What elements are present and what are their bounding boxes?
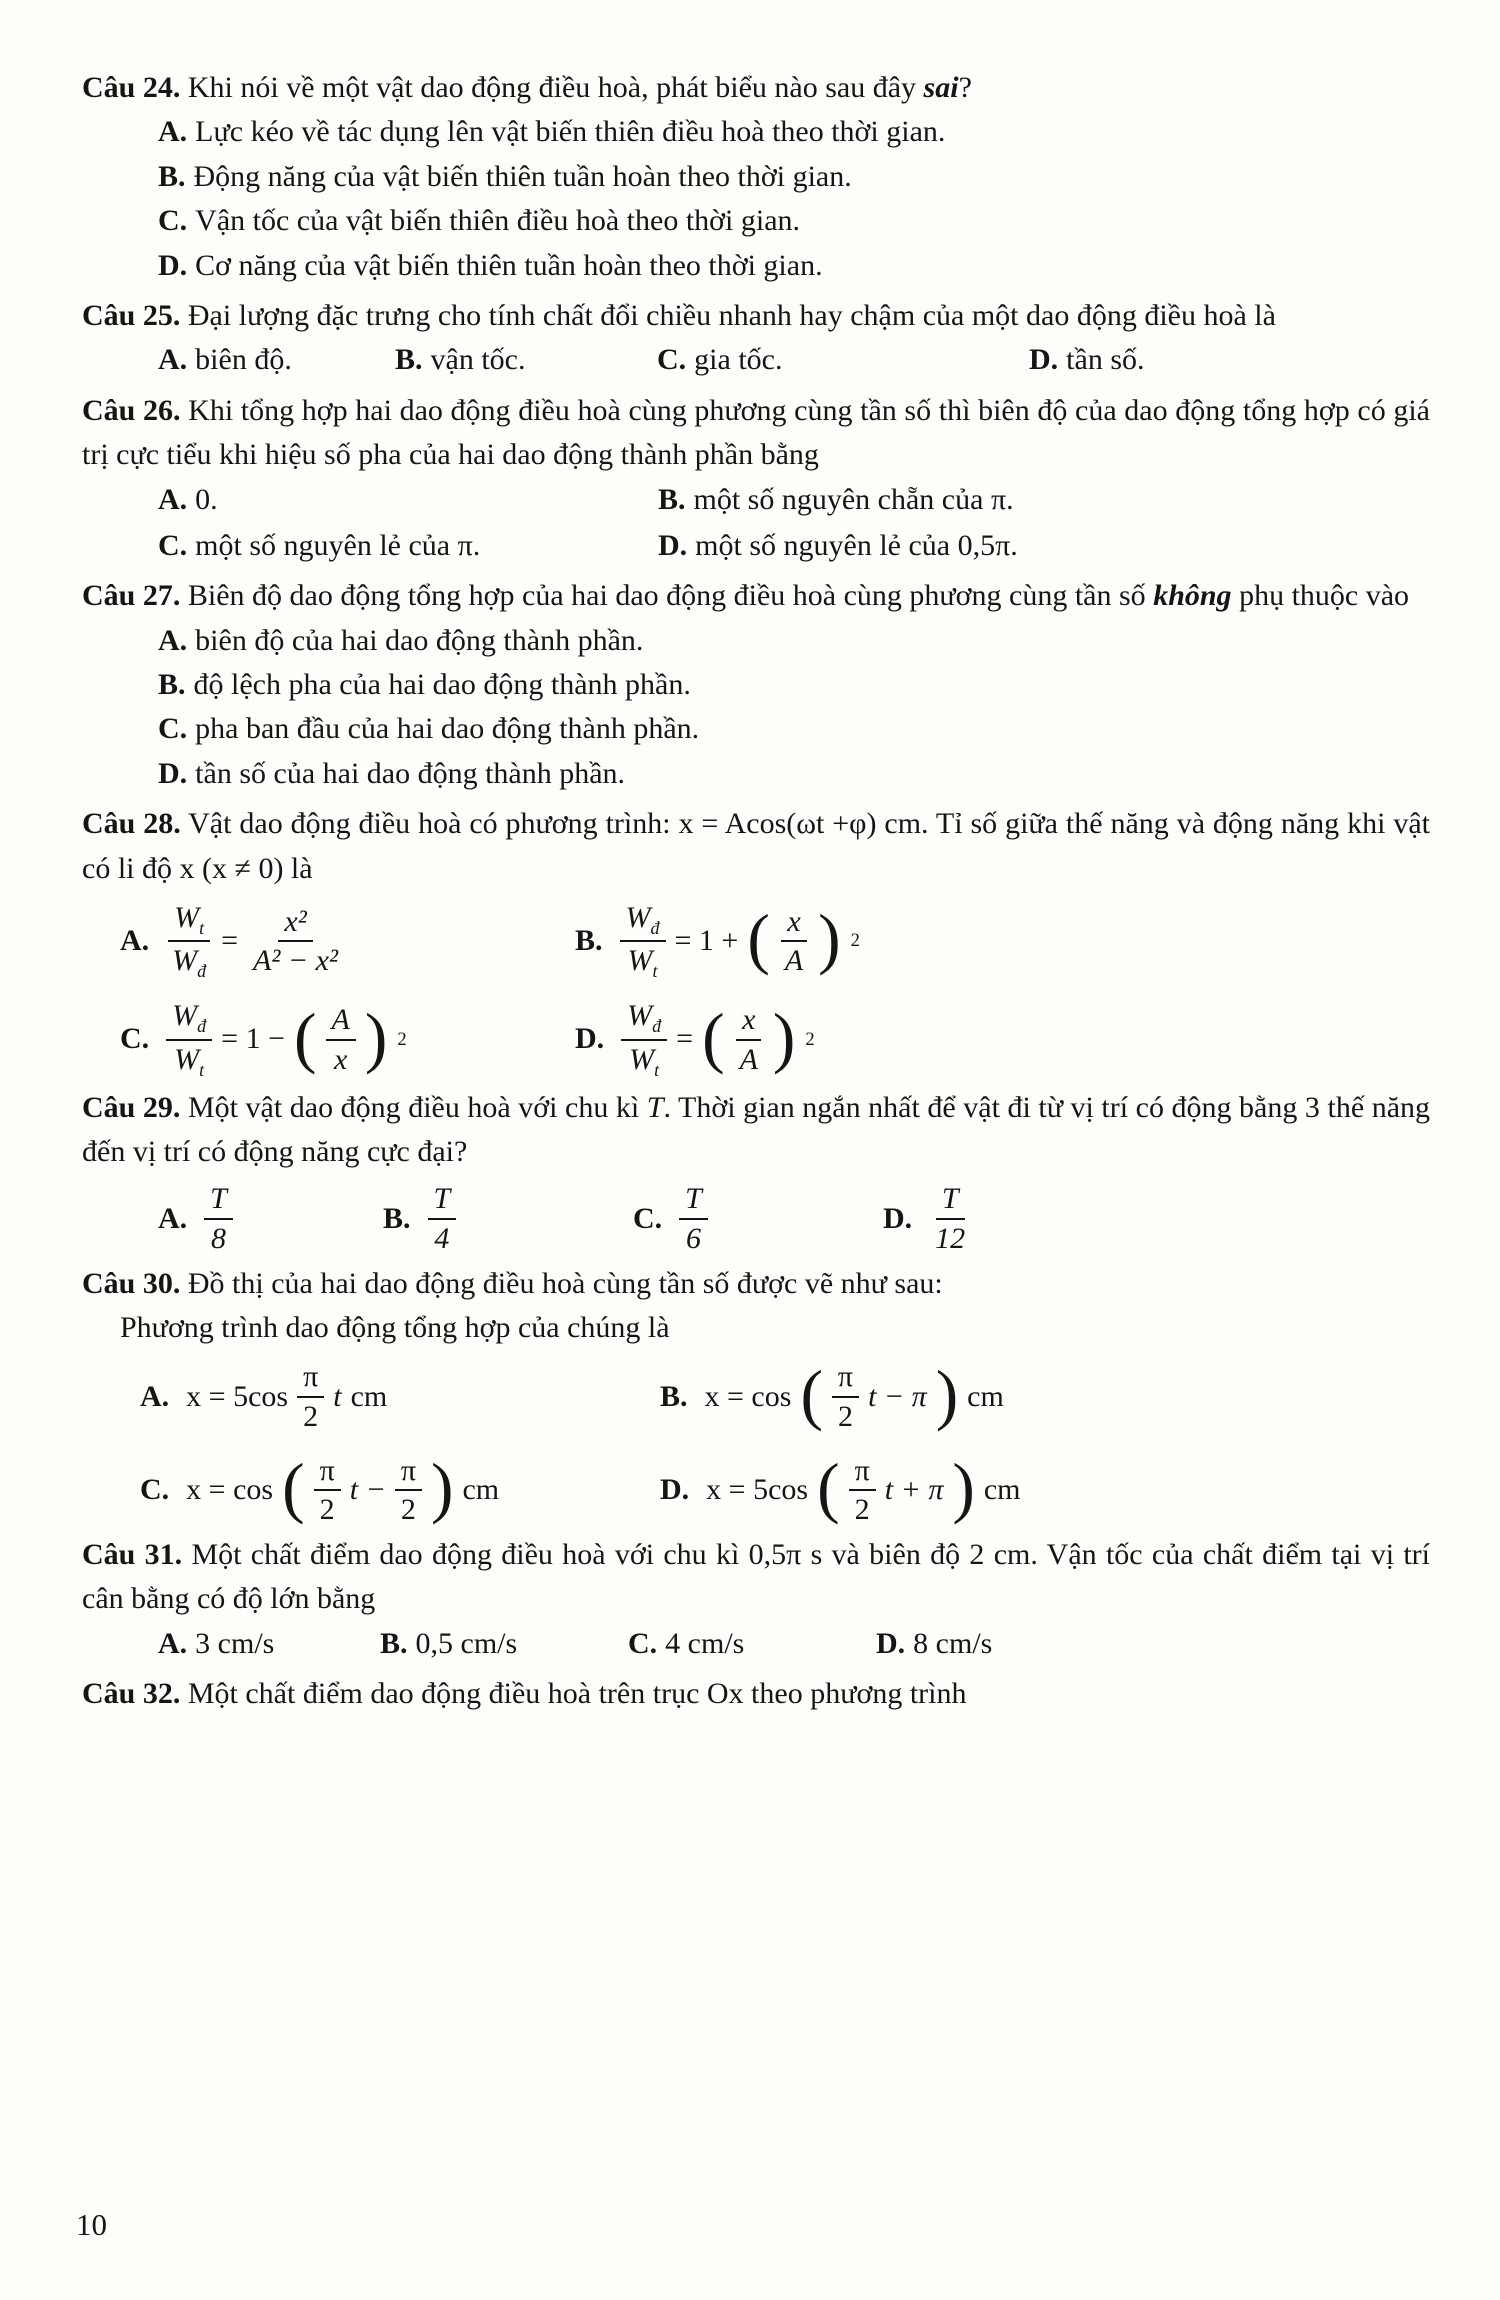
question-31-options	[158, 1622, 1430, 1666]
w-ratio-fraction: $\frac{W_đ}{W_t}$	[621, 999, 667, 1079]
option-d-text: Cơ năng của vật biến thiên tuần hoàn theo thời gian.	[195, 248, 823, 282]
question-25-number: Câu 25.	[82, 298, 181, 332]
option-a: A. $\frac{W_t}{W_đ}$ = $\frac{\text{x²}}{\text{A² − x²}}$	[120, 901, 575, 981]
fraction: $\frac{T}{4}$	[428, 1182, 457, 1255]
question-28-text: Vật dao động điều hoà có phương trình: x = Acos(ωt +φ) cm. Tỉ số giữa thế năng và động năng khi vật có li độ x (x ≠ 0) là	[82, 807, 1430, 885]
option-a: A. biên độ.	[158, 343, 292, 377]
question-32-number: Câu 32.	[82, 1676, 181, 1710]
option-b: B. độ lệch pha của hai dao động thành phần.	[158, 668, 691, 702]
question-30	[82, 1262, 1430, 1527]
question-24	[82, 66, 1430, 288]
option-c	[158, 199, 1430, 243]
option-b: B. một số nguyên chẵn của π.	[658, 482, 1014, 516]
question-30-stem	[82, 1262, 1430, 1306]
pi-over-2-fraction: $\frac{\pi}{2}$	[395, 1454, 422, 1527]
option-a: A. 3 cm/s	[158, 1626, 275, 1660]
question-31-text: Một chất điểm dao động điều hoà với chu kì 0,5π s và biên độ 2 cm. Vận tốc của chất điểm tại vị trí cân bằng có độ lớn bằng	[82, 1537, 1430, 1616]
question-25-stem	[82, 294, 1430, 338]
fraction: $\frac{T}{8}$	[204, 1182, 233, 1255]
period-variable: T	[646, 1090, 664, 1124]
option-d: D. x = 5cos ( $\frac{\pi}{2}$ t + π ) cm	[660, 1450, 1021, 1527]
question-28	[82, 802, 1430, 1079]
pi-over-2-fraction: $\frac{\pi}{2}$	[297, 1360, 324, 1433]
option-d-label: D.	[158, 248, 188, 282]
question-29-options	[158, 1182, 1430, 1255]
option-c: C. 4 cm/s	[628, 1626, 745, 1660]
question-28-options	[120, 901, 1430, 1080]
page-number: 10	[76, 2207, 107, 2243]
question-27-text-a: Biên độ dao động tổng hợp của hai dao động điều hoà cùng phương cùng tần số	[187, 579, 1146, 613]
question-28-stem	[82, 802, 1430, 891]
question-30-number: Câu 30.	[82, 1266, 181, 1300]
option-d: D. 8 cm/s	[876, 1626, 993, 1660]
question-24-text: Khi nói về một vật dao động điều hoà, phát biểu nào sau đây	[187, 71, 917, 104]
question-29-text-a: Một vật dao động điều hoà với chu kì	[187, 1090, 640, 1124]
option-c: C. $\frac{W_đ}{W_t}$ = 1 − ( $\frac{A}{x}$ ) 2	[120, 999, 407, 1080]
question-25-options	[158, 338, 1430, 382]
option-b: B. $\frac{T}{4}$	[383, 1182, 633, 1255]
question-24-emphasis: sai	[923, 71, 959, 104]
option-b: B. $\frac{W_đ}{W_t}$ = 1 + ( $\frac{x}{A}$ ) 2	[575, 901, 860, 982]
w-ratio-fraction: $\frac{W_đ}{W_t}$	[620, 901, 666, 981]
question-29-stem	[82, 1086, 1430, 1175]
rhs-fraction: $\frac{x}{A}$	[779, 905, 809, 978]
question-29	[82, 1086, 1430, 1256]
option-b	[158, 155, 1430, 199]
option-a-text: Lực kéo về tác dụng lên vật biến thiên điều hoà theo thời gian.	[195, 115, 946, 149]
option-c-text: Vận tốc của vật biến thiên điều hoà theo thời gian.	[195, 204, 801, 238]
question-27-number: Câu 27.	[82, 579, 181, 613]
option-c: C. gia tốc.	[657, 343, 783, 377]
option-c: C. x = cos ( $\frac{\pi}{2}$ t − $\frac{\pi}{2}$ ) cm	[140, 1450, 500, 1527]
option-a: A. $\frac{T}{8}$	[158, 1182, 383, 1255]
question-26-stem	[82, 389, 1430, 478]
option-d	[158, 244, 1430, 288]
option-a: A. x = 5cos $\frac{\pi}{2}$ t cm	[140, 1360, 388, 1433]
rhs-fraction: $\frac{A}{x}$	[326, 1003, 356, 1076]
option-c: C. $\frac{T}{6}$	[633, 1182, 883, 1255]
fraction: $\frac{T}{6}$	[679, 1182, 708, 1255]
question-26-number: Câu 26.	[82, 393, 181, 427]
question-27-stem	[82, 574, 1430, 618]
option-c: C. pha ban đầu của hai dao động thành phần.	[158, 712, 700, 746]
question-24-options	[158, 110, 1430, 288]
option-a: A. 0.	[158, 482, 218, 516]
question-30-options	[140, 1357, 1430, 1527]
option-b: B. x = cos ( $\frac{\pi}{2}$ t − π ) cm	[660, 1357, 1004, 1433]
question-29-text-b: . Thời gian ngắn nhất để vật đi từ vị trí có động bằng 3 thế năng đến vị trí có động năng cực đại?	[82, 1090, 1431, 1169]
option-b: B. vận tốc.	[395, 343, 526, 377]
fraction: $\frac{T}{12}$	[935, 1182, 966, 1256]
question-31-number: Câu 31.	[82, 1537, 183, 1571]
question-24-tail: ?	[958, 71, 972, 104]
option-d: D. $\frac{W_đ}{W_t}$ = ( $\frac{x}{A}$ ) 2	[575, 999, 815, 1080]
option-c: C. một số nguyên lẻ của π.	[158, 528, 481, 562]
option-a: A. biên độ của hai dao động thành phần.	[158, 623, 644, 657]
question-32-text: Một chất điểm dao động điều hoà trên trục Ox theo phương trình	[187, 1676, 967, 1710]
question-28-number: Câu 28.	[82, 807, 181, 841]
option-d: D. tần số.	[1029, 343, 1145, 377]
option-d: D. tần số của hai dao động thành phần.	[158, 756, 626, 790]
question-27-text-b: phụ thuộc vào	[1239, 579, 1410, 613]
question-25	[82, 294, 1430, 383]
pi-over-2-fraction: $\frac{\pi}{2}$	[849, 1454, 876, 1527]
rhs-fraction: $\frac{\text{x²}}{\text{A² − x²}}$	[253, 904, 338, 978]
option-a-label: A.	[158, 115, 188, 149]
question-30-text: Đồ thị của hai dao động điều hoà cùng tần số được vẽ như sau:	[187, 1266, 943, 1300]
pi-over-2-fraction: $\frac{\pi}{2}$	[832, 1360, 859, 1433]
option-d: D. một số nguyên lẻ của 0,5π.	[658, 528, 1018, 562]
question-27	[82, 574, 1430, 796]
question-32	[82, 1672, 1430, 1716]
option-a	[158, 110, 1430, 154]
option-d: D. $\frac{T}{12}$	[883, 1182, 1430, 1255]
question-27-options	[158, 619, 1430, 797]
option-b-label: B.	[158, 159, 186, 193]
w-ratio-fraction: $\frac{W_t}{W_đ}$	[166, 901, 212, 981]
question-24-stem	[82, 66, 1430, 110]
rhs-fraction: $\frac{x}{A}$	[734, 1003, 764, 1076]
question-26-options	[158, 478, 1430, 569]
pi-over-2-fraction: $\frac{\pi}{2}$	[314, 1454, 341, 1527]
question-31	[82, 1533, 1430, 1666]
option-b-text: Động năng của vật biến thiên tuần hoàn theo thời gian.	[193, 159, 852, 193]
question-32-stem	[82, 1672, 1430, 1716]
option-b: B. 0,5 cm/s	[380, 1626, 518, 1660]
w-ratio-fraction: $\frac{W_đ}{W_t}$	[166, 999, 212, 1079]
question-27-emphasis: không	[1153, 579, 1232, 613]
question-26	[82, 389, 1430, 569]
question-26-text: Khi tổng hợp hai dao động điều hoà cùng phương cùng tần số thì biên độ của dao động tổng hợp có giá trị cực tiểu khi hiệu số pha của hai dao động thành phần bằng	[82, 393, 1430, 472]
question-24-number: Câu 24.	[82, 71, 181, 104]
question-25-text: Đại lượng đặc trưng cho tính chất đổi chiều nhanh hay chậm của một dao động điều hoà là	[187, 298, 1276, 332]
question-31-stem	[82, 1533, 1430, 1622]
option-c-label: C.	[158, 204, 188, 238]
question-30-text-2: Phương trình dao động tổng hợp của chúng là	[120, 1311, 670, 1345]
question-29-number: Câu 29.	[82, 1090, 181, 1124]
